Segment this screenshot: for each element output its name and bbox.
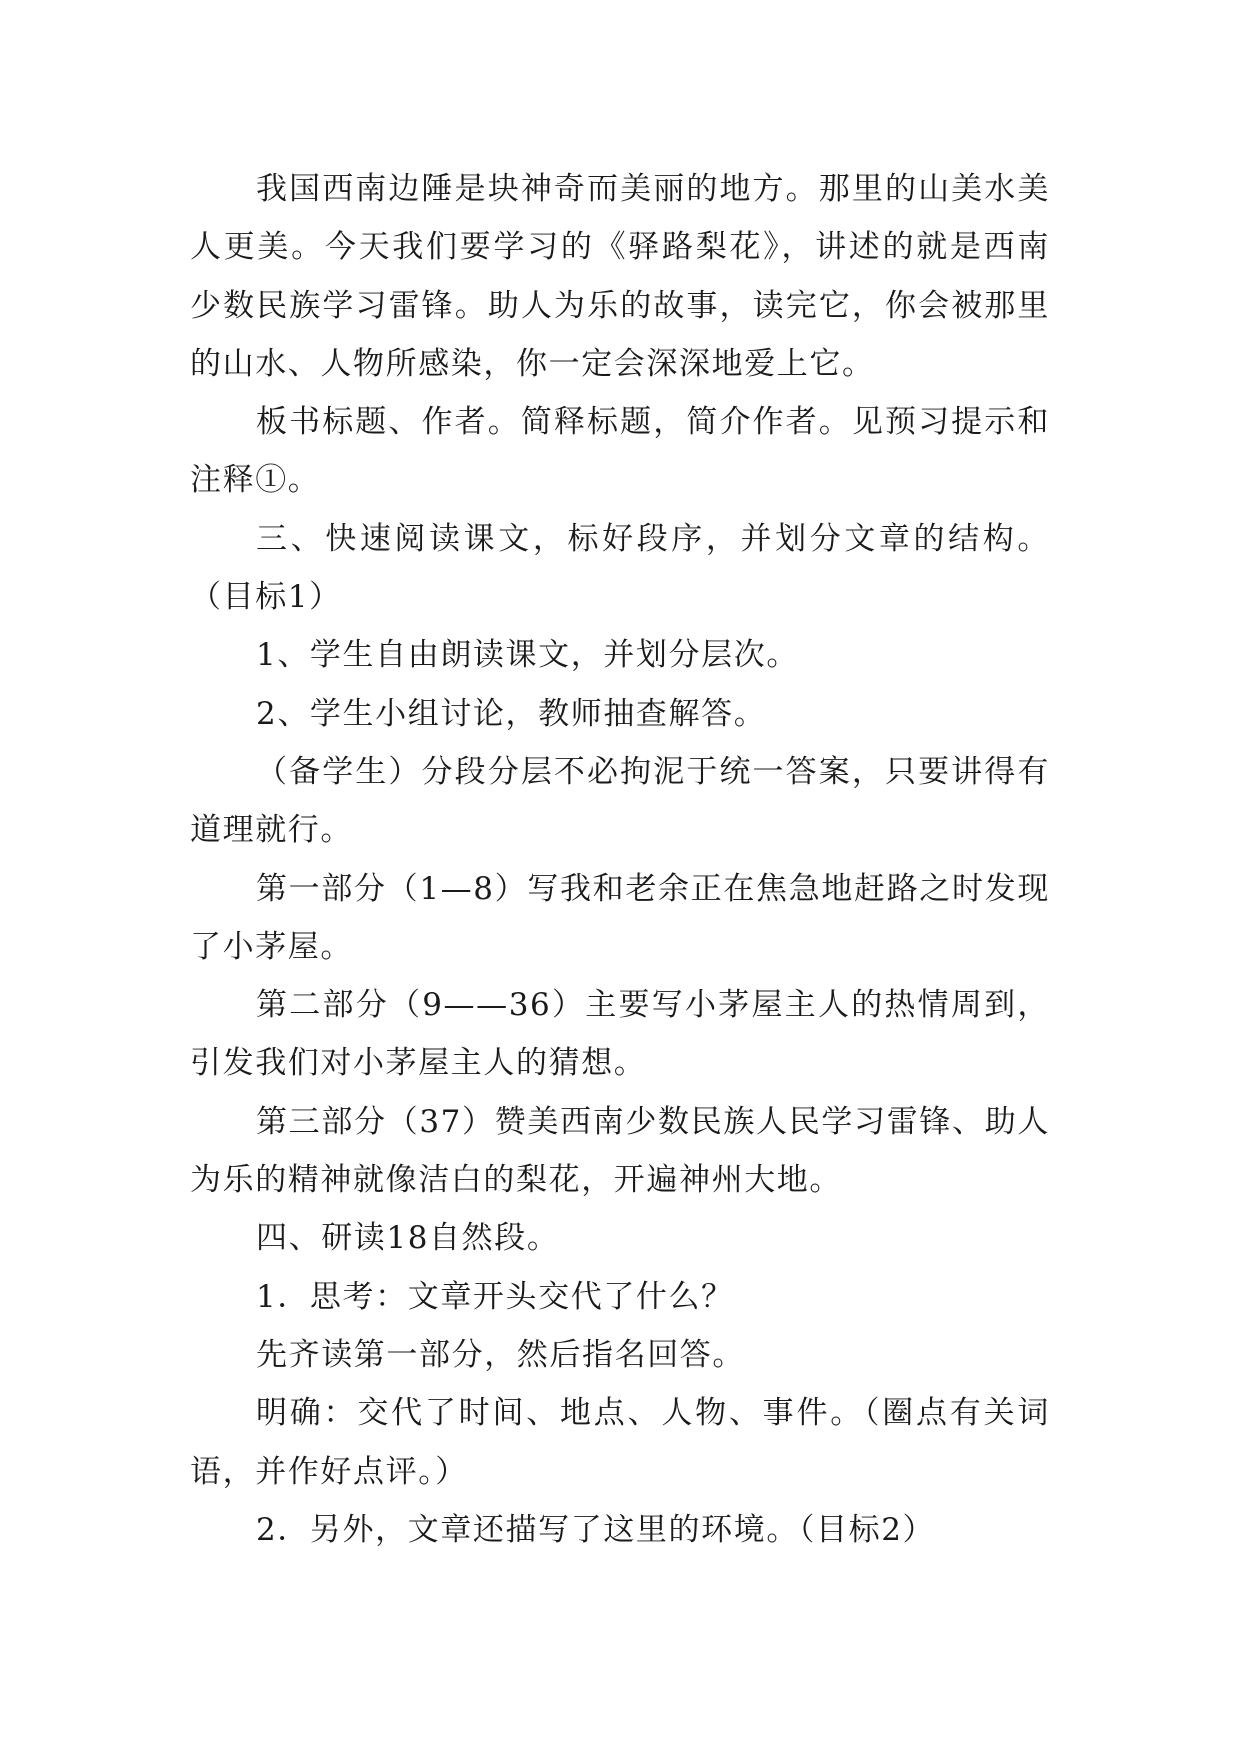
list-item: 2．另外，文章还描写了这里的环境。（目标2） <box>256 1511 936 1548</box>
paragraph: 第一部分（1—8）写我和老余正在焦急地赶路之时发现了小茅屋。 <box>190 870 1050 965</box>
paragraph: （备学生）分段分层不必拘泥于统一答案，只要讲得有道理就行。 <box>190 753 1050 849</box>
document-body <box>190 160 1050 1559</box>
list-item: 1．思考：文章开头交代了什么？ <box>256 1278 734 1315</box>
paragraph: 先齐读第一部分，然后指名回答。 <box>256 1336 745 1373</box>
list-item: 2、学生小组讨论，教师抽查解答。 <box>256 695 767 732</box>
list-item: 1、学生自由朗读课文，并划分层次。 <box>256 637 799 674</box>
paragraph: 第二部分（9——36）主要写小茅屋主人的热情周到，引发我们对小茅屋主人的猜想。 <box>190 987 1050 1082</box>
section-heading: 四、研读18自然段。 <box>256 1220 560 1257</box>
paragraph: 第三部分（37）赞美西南少数民族人民学习雷锋、助人为乐的精神就像洁白的梨花，开遍神州大地。 <box>190 1103 1050 1199</box>
paragraph: 明确：交代了时间、地点、人物、事件。（圈点有关词语，并作好点评。） <box>190 1395 1050 1490</box>
paragraph: 板书标题、作者。简释标题，简介作者。见预习提示和注释①。 <box>190 404 1050 499</box>
section-heading: 三、快速阅读课文，标好段序，并划分文章的结构。（目标1） <box>190 520 1050 616</box>
paragraph: 我国西南边陲是块神奇而美丽的地方。那里的山美水美人更美。今天我们要学习的《驿路梨花》，讲述的就是西南少数民族学习雷锋。助人为乐的故事，读完它，你会被那里的山水、人物所感染，你一定会深深地爱上它。 <box>190 171 1050 382</box>
